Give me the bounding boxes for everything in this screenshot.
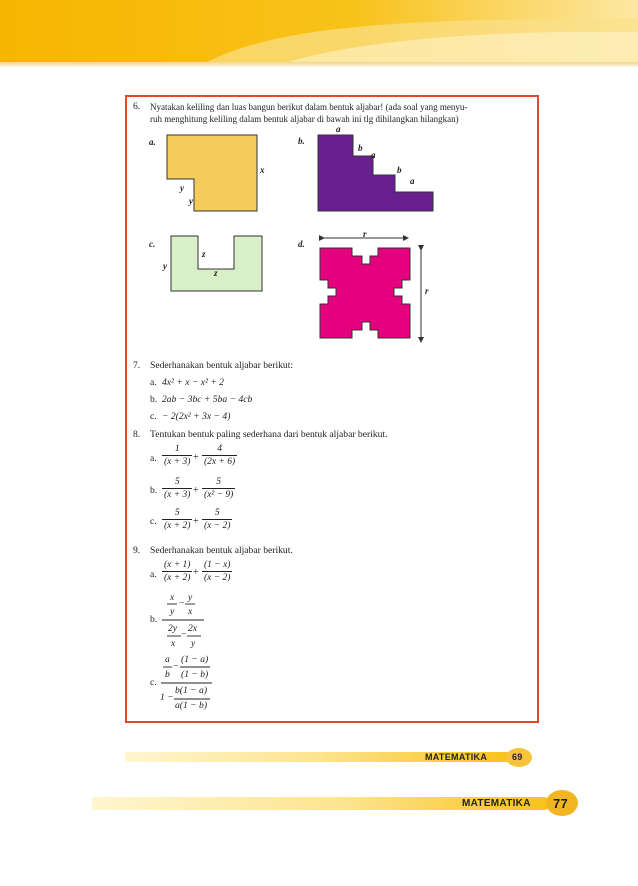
figure-c-shape: [170, 235, 264, 293]
denominator: (x² − 9): [204, 490, 234, 500]
plus-sign: +: [193, 485, 199, 496]
problem-9b-y: y: [188, 592, 193, 603]
problem-9b-x: x: [170, 592, 175, 603]
problem-8a-fraction-2: [202, 444, 237, 467]
denominator: (x + 3): [164, 457, 191, 467]
numerator: 5: [214, 508, 220, 518]
problem-7c-expression: − 2(2x² + 3x − 4): [162, 411, 231, 422]
problem-7a-label: a.: [150, 377, 157, 388]
figure-c-tag: c.: [149, 239, 156, 249]
problem-9b-label: b.: [150, 614, 158, 625]
figure-a-label-y1: y: [180, 183, 184, 193]
minus-sign: −: [181, 629, 187, 640]
problem-8a-label: a.: [150, 453, 157, 464]
minus-sign: −: [173, 661, 179, 672]
denominator: (x − 2): [204, 573, 231, 583]
figure-b-label-b2: b: [397, 165, 402, 175]
numerator: 4: [217, 444, 222, 454]
header-shadow: [0, 62, 638, 68]
figure-d-label-r-top: r: [363, 229, 367, 239]
problem-9b-2y: 2y: [168, 623, 178, 634]
problem-7-number: 7.: [133, 360, 141, 371]
numerator: 5: [216, 477, 222, 487]
numerator: (x + 1): [164, 560, 191, 570]
figure-d-shape: [318, 230, 434, 346]
figure-b-label-b1: b: [358, 143, 363, 153]
inner-page-number: 69: [512, 752, 523, 762]
problem-9b-2x: 2x: [188, 623, 198, 634]
outer-footer-label: MATEMATIKA: [462, 798, 531, 809]
problem-8c-label: c.: [150, 516, 157, 527]
problem-9c-a: a: [165, 654, 170, 665]
problem-7b-expression: 2ab − 3bc + 5ba − 4cb: [162, 394, 253, 405]
problem-8a-fraction-1: [162, 444, 192, 467]
numerator: 1: [174, 444, 180, 454]
problem-9-text: Sederhanakan bentuk aljabar berikut.: [150, 545, 293, 556]
figure-c-label-z2: z: [214, 268, 218, 278]
denominator: (x − 2): [204, 521, 231, 531]
problem-7a-expression: 4x² + x − x² + 2: [162, 377, 224, 388]
figure-b-shape: [317, 134, 434, 212]
figure-b-label-a1: a: [336, 124, 341, 134]
numerator: (1 − x): [204, 560, 231, 570]
problem-8b-label: b.: [150, 485, 158, 496]
figure-b-label-a2: a: [371, 150, 376, 160]
minus-sign: −: [179, 598, 185, 609]
numerator: 5: [174, 508, 180, 518]
figure-b-tag: b.: [298, 136, 305, 146]
problem-7c-label: c.: [150, 411, 157, 422]
problem-8-text: Tentukan bentuk paling sederhana dari bentuk aljabar berikut.: [150, 429, 388, 440]
problem-9c-b: b: [165, 669, 170, 680]
problem-8b-fraction-1: [162, 477, 192, 500]
problem-6-number: 6.: [133, 101, 141, 112]
problem-9b-x3: x: [171, 638, 176, 649]
problem-9-number: 9.: [133, 545, 141, 556]
problem-8-number: 8.: [133, 429, 141, 440]
denominator: (2x + 6): [204, 457, 236, 467]
problem-9a-label: a.: [150, 569, 157, 580]
problem-7-text: Sederhanakan bentuk aljabar berikut:: [150, 360, 294, 371]
problem-7b-label: b.: [150, 394, 158, 405]
problem-8c-fraction-1: [162, 508, 192, 531]
figure-a-tag: a.: [149, 137, 156, 147]
inner-footer-label: MATEMATIKA: [425, 752, 488, 762]
problem-9c-label: c.: [150, 677, 157, 688]
figure-a-label-x: x: [260, 165, 265, 175]
figure-d-tag: d.: [298, 239, 305, 249]
problem-9c-1b: (1 − b): [181, 669, 209, 680]
figure-b-label-a3: a: [410, 176, 415, 186]
problem-6-text-line1: Nyatakan keliling dan luas bangun berikut dalam bentuk aljabar! (ada soal yang menyu-: [150, 102, 468, 112]
problem-9b-y3: y: [191, 638, 196, 649]
denominator: (x + 2): [164, 521, 191, 531]
numerator: 5: [174, 477, 180, 487]
figure-a-label-y2: y: [189, 196, 193, 206]
figure-c-label-z1: z: [202, 249, 206, 259]
denominator: (x + 3): [164, 490, 191, 500]
figure-c-label-y: y: [163, 261, 167, 271]
problem-9c-b1a: b(1 − a): [175, 685, 208, 696]
problem-9c-a1b: a(1 − b): [175, 700, 208, 711]
plus-sign: +: [193, 452, 199, 463]
problem-9c-one: 1 −: [160, 692, 174, 703]
plus-sign: +: [193, 516, 199, 527]
outer-page-number: 77: [553, 796, 569, 811]
plus-sign: +: [193, 567, 199, 578]
problem-9a-fraction-1: [162, 560, 192, 583]
problem-8b-fraction-2: [202, 477, 235, 500]
problem-9b-x2: x: [188, 606, 193, 617]
figure-d-label-r-side: r: [425, 286, 429, 296]
problem-8c-fraction-2: [202, 508, 232, 531]
denominator: (x + 2): [164, 573, 191, 583]
figure-a-shape: [166, 134, 258, 212]
problem-9a-fraction-2: [202, 560, 232, 583]
problem-6-text-line2: ruh menghitung keliling dalam bentuk aljabar di bawah ini tlg dihilangkan hilangkan): [150, 114, 459, 124]
problem-9b-y2: y: [170, 606, 175, 617]
problem-9c-1a: (1 − a): [181, 654, 209, 665]
